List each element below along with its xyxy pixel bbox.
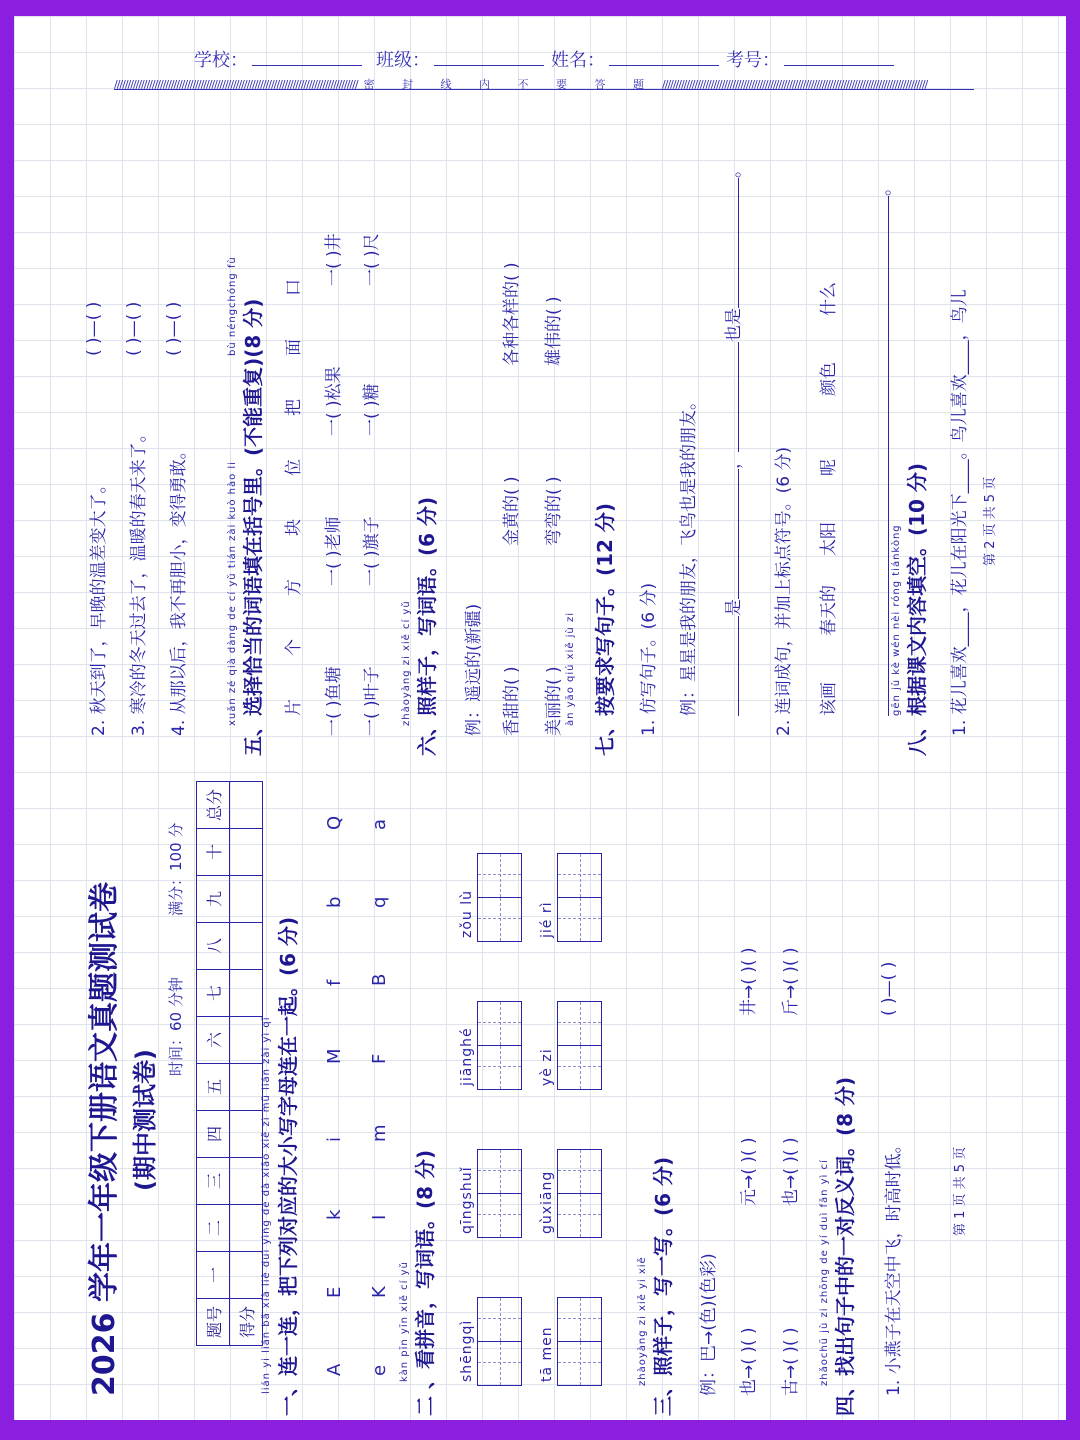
score-cell[interactable] <box>230 970 263 1017</box>
q5-blank[interactable]: 一( )老师 <box>324 516 344 586</box>
q2-word-pinyin: tā men <box>539 1326 555 1382</box>
q8-title: 八、根据课文内容填空。(10 分) <box>905 462 929 756</box>
q1-uppercase-letter[interactable]: i <box>324 1136 345 1142</box>
q1-lowercase-letter[interactable]: B <box>369 973 390 986</box>
q1-uppercase-letter[interactable]: f <box>324 979 345 986</box>
score-cell[interactable] <box>230 876 263 923</box>
exam-title: 2026 学年一年级下册语文真题测试卷 <box>87 882 122 1396</box>
q5-blank[interactable]: 一( )井 <box>324 233 344 286</box>
q2-writing-box[interactable] <box>557 1297 602 1342</box>
q2-writing-box[interactable] <box>477 1001 522 1046</box>
exam-full-marks: 满分：100 分 <box>167 822 185 916</box>
score-header-cell: 二 <box>197 1205 230 1252</box>
q5-blank[interactable]: 一( )松果 <box>324 366 344 436</box>
q2-word-pinyin: jié rì <box>539 901 555 938</box>
score-header-cell: 九 <box>197 876 230 923</box>
q3-blank[interactable]: 井→( )( ) <box>739 947 759 1016</box>
q1-lowercase-letter[interactable]: K <box>369 1286 390 1298</box>
q2-writing-box[interactable] <box>557 1149 602 1194</box>
q6-blank[interactable]: 香甜的( ) <box>502 666 522 736</box>
q2-writing-box[interactable] <box>557 1193 602 1238</box>
score-cell[interactable] <box>230 829 263 876</box>
q1-lowercase-letter[interactable]: a <box>369 818 390 830</box>
exam-subtitle: (期中测试卷) <box>131 1049 159 1191</box>
score-cell[interactable]: 得分 <box>230 1299 263 1346</box>
q7-pinyin: àn yāo qiú xiě jù zi <box>565 612 576 726</box>
q1-uppercase-letter[interactable]: Q <box>324 815 345 830</box>
score-cell[interactable] <box>230 923 263 970</box>
q2-word-pinyin: jiānghé <box>459 1027 475 1086</box>
q6-pinyin: zhàoyàng zi xiě cí yǔ <box>401 600 412 726</box>
q1-lowercase-letter[interactable]: I <box>369 1214 390 1220</box>
q8-line-1[interactable]: 1. 花儿喜欢____，花儿在阳光下____。鸟儿喜欢____，鸟儿 <box>950 289 970 736</box>
q3-blank[interactable]: 斤→( )( ) <box>781 947 801 1016</box>
q5-title: 五、选择恰当的词语填在括号里。(不能重复)(8 分) <box>241 298 265 756</box>
score-cell[interactable] <box>230 1205 263 1252</box>
q5-word: 位 <box>284 459 304 476</box>
seal-line: ////////////////////////////////////////////////////////////////////////////////////////// 密 封 线 内 不 要 答 题 ////////////////////////////////////////////////////////////////////////////////////////////////// <box>114 78 928 91</box>
q2-writing-box[interactable] <box>477 1341 522 1386</box>
q3-blank[interactable]: 也→( )( ) <box>781 1137 801 1206</box>
q4-item-1-answer[interactable]: ( )—( ) <box>879 961 899 1016</box>
q4-item-answer[interactable]: ( )—( ) <box>124 301 144 356</box>
q7-sub-1: 1. 仿写句子。(6 分) <box>639 582 659 736</box>
q5-word: 把 <box>284 399 304 416</box>
q1-uppercase-letter[interactable]: M <box>324 1048 345 1064</box>
q1-pinyin: lián yi lián bǎ xià liè duì yìng de dà xiǎo xiě zì mǔ lián zài yì qǐ <box>261 1016 272 1394</box>
q5-word: 口 <box>284 279 304 296</box>
score-value-row <box>230 782 263 1346</box>
q2-writing-box[interactable] <box>557 853 602 898</box>
q4-item: 4. 从那以后，我不再胆小，变得勇敢。 <box>169 442 189 736</box>
q2-word-pinyin: shēngqì <box>459 1319 475 1382</box>
q2-writing-box[interactable] <box>557 1001 602 1046</box>
q7-sub-2: 2. 连词成句，并加上标点符号。(6 分) <box>774 446 794 736</box>
number-label: 考号： <box>726 50 780 71</box>
q1-lowercase-letter[interactable]: q <box>369 896 390 908</box>
score-cell[interactable] <box>230 1017 263 1064</box>
q7-pattern-also: 也是 <box>724 308 744 342</box>
q3-pinyin: zhàoyàng zi xiě yi xiě <box>637 1256 648 1386</box>
rotated-exam-content <box>79 106 998 1416</box>
q1-uppercase-letter[interactable]: E <box>324 1286 345 1298</box>
q6-blank[interactable]: 美丽的( ) <box>544 666 564 736</box>
q6-blank[interactable]: 弯弯的( ) <box>544 476 564 546</box>
score-cell[interactable] <box>230 1252 263 1299</box>
q1-uppercase-letter[interactable]: A <box>324 1363 345 1376</box>
q2-pinyin: kàn pīn yīn xiě cí yǔ <box>399 1261 410 1382</box>
q4-item-answer[interactable]: ( )—( ) <box>84 301 104 356</box>
q3-blank[interactable]: 元→( )( ) <box>739 1137 759 1206</box>
q6-title: 六、照样子，写词语。(6 分) <box>415 496 439 756</box>
q4-item-answer[interactable]: ( )—( ) <box>164 301 184 356</box>
q6-blank[interactable]: 金黄的( ) <box>502 476 522 546</box>
q4-item: 2. 秋天到了，早晚的温差变大了。 <box>89 476 109 736</box>
q1-lowercase-letter[interactable]: m <box>369 1124 390 1142</box>
score-cell[interactable] <box>230 1111 263 1158</box>
q2-word-pinyin: zǒu lù <box>459 890 475 938</box>
score-header-cell: 题号 <box>197 1299 230 1346</box>
q7-word: 春天的 <box>819 585 839 636</box>
q2-writing-box[interactable] <box>557 1045 602 1090</box>
score-header-cell: 总分 <box>197 782 230 829</box>
q4-item: 3. 寒冷的冬天过去了，温暖的春天来了。 <box>129 425 149 736</box>
q2-writing-box[interactable] <box>477 1045 522 1090</box>
q2-word-pinyin: yè zi <box>539 1048 555 1086</box>
q2-writing-box[interactable] <box>477 1149 522 1194</box>
q4-title: 四、找出句子中的一对反义词。(8 分) <box>833 1076 857 1416</box>
q7-example: 例：星星是我的朋友，飞鸟也是我的朋友。 <box>679 393 699 716</box>
q2-writing-box[interactable] <box>477 1297 522 1342</box>
score-header-cell: 七 <box>197 970 230 1017</box>
score-cell[interactable] <box>230 1158 263 1205</box>
q1-uppercase-letter[interactable]: k <box>324 1209 345 1220</box>
q7-word: 太阳 <box>819 522 839 556</box>
divider <box>114 89 974 90</box>
name-field[interactable] <box>551 46 719 72</box>
q3-blank[interactable]: 也→( )( ) <box>739 1327 759 1396</box>
q7-word: 什么 <box>819 282 839 316</box>
q5-blank[interactable]: 一( )鱼塘 <box>324 666 344 736</box>
q2-writing-box[interactable] <box>477 1193 522 1238</box>
class-field[interactable] <box>376 46 544 72</box>
q7-word: 颜色 <box>819 362 839 396</box>
q5-blank[interactable]: 一( )糖 <box>362 383 382 436</box>
q2-word-pinyin: gùxiāng <box>539 1170 555 1234</box>
q5-pinyin: xuǎn zé qià dàng de cí yǔ tián zài kuò hào li <box>227 461 238 726</box>
q1-title: 一、连一连，把下列对应的大小写字母连在一起。(6 分) <box>276 916 300 1416</box>
q7-pattern-is: 是 <box>724 599 744 616</box>
q4-item-1: 1. 小燕子在天空中飞，时高时低。 <box>884 1136 904 1396</box>
name-label: 姓名： <box>551 50 605 71</box>
score-header-cell: 十 <box>197 829 230 876</box>
q5-word: 个 <box>284 639 304 656</box>
q3-title: 三、照样子，写一写。(6 分) <box>651 1156 675 1416</box>
q7-answer-line[interactable]: 。 <box>869 179 894 716</box>
q2-writing-box[interactable] <box>557 897 602 942</box>
q5-word: 块 <box>284 519 304 536</box>
q1-lowercase-letter[interactable]: F <box>369 1053 390 1064</box>
exam-paper <box>14 16 1066 1420</box>
page-footer-2: 第 2 页 共 5 页 <box>983 476 998 566</box>
score-table <box>196 781 263 1346</box>
score-cell[interactable] <box>230 782 263 829</box>
exam-time: 时间：60 分钟 <box>167 977 185 1076</box>
school-label: 学校： <box>194 50 248 71</box>
q4-pinyin: zhǎochū jù zi zhōng de yí duì fǎn yì cí <box>819 1159 830 1386</box>
q5-word: 方 <box>284 579 304 596</box>
q2-writing-box[interactable] <box>477 897 522 942</box>
score-header-cell: 五 <box>197 1064 230 1111</box>
page-2 <box>79 106 998 756</box>
seal-text: 密 封 线 内 不 要 答 题 <box>363 78 657 91</box>
q7-title: 七、按要求写句子。(12 分) <box>593 502 617 756</box>
q7-pattern-line[interactable]: 是，也是。 <box>719 161 744 716</box>
score-cell[interactable] <box>230 1064 263 1111</box>
q3-example: 例：巴→(色)(色彩) <box>699 1253 719 1396</box>
q5-pinyin-2: bù néngchóng fù <box>227 256 238 356</box>
q5-word: 片 <box>284 699 304 716</box>
q2-writing-box[interactable] <box>557 1341 602 1386</box>
q7-word: 该画 <box>819 682 839 716</box>
q1-uppercase-letter[interactable]: b <box>324 896 345 908</box>
score-header-cell: 六 <box>197 1017 230 1064</box>
q7-word: 呢 <box>819 459 839 476</box>
q1-lowercase-letter[interactable]: e <box>369 1364 390 1376</box>
q5-blank[interactable]: 一( )旗子 <box>362 516 382 586</box>
score-header-row <box>197 782 230 1346</box>
class-label: 班级： <box>376 50 430 71</box>
q3-blank[interactable]: 古→( )( ) <box>781 1327 801 1396</box>
q6-blank[interactable]: 雄伟的( ) <box>544 296 564 366</box>
school-field[interactable] <box>194 46 362 72</box>
score-header-cell: 八 <box>197 923 230 970</box>
q5-blank[interactable]: 一( )叶子 <box>362 666 382 736</box>
q2-title: 二 、看拼音，写词语。(8 分) <box>413 1149 437 1416</box>
page-footer-1: 第 1 页 共 5 页 <box>953 1146 968 1236</box>
q2-word-pinyin: qīngshuǐ <box>459 1166 475 1234</box>
q6-blank[interactable]: 各种各样的( ) <box>502 262 522 366</box>
q2-writing-box[interactable] <box>477 853 522 898</box>
q6-example: 例：遥远的(新疆) <box>464 603 484 736</box>
q8-pinyin: gēn jù kè wén nèi róng tiánkòng <box>891 524 902 716</box>
score-header-cell: 三 <box>197 1158 230 1205</box>
page-1 <box>79 766 994 1416</box>
q5-word: 面 <box>284 339 304 356</box>
q5-blank[interactable]: 一( )尺 <box>362 233 382 286</box>
number-field[interactable] <box>726 46 894 72</box>
score-header-cell: 一 <box>197 1252 230 1299</box>
score-header-cell: 四 <box>197 1111 230 1158</box>
